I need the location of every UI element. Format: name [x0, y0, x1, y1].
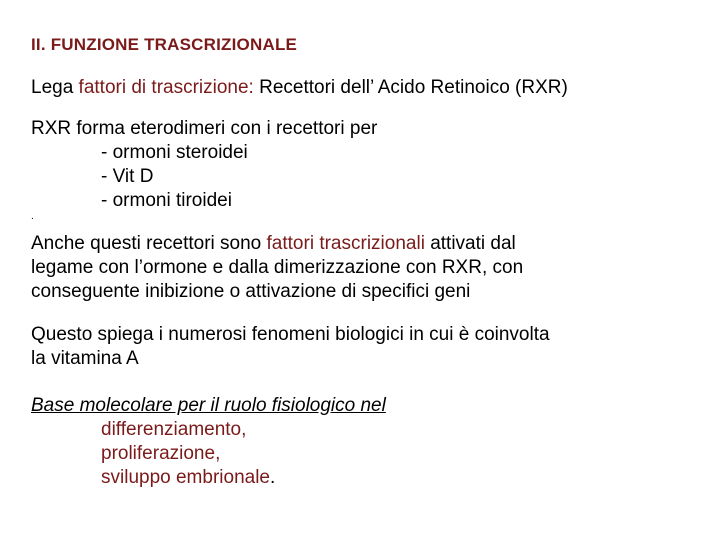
list-item: - Vit D: [101, 166, 154, 187]
end-dot: .: [270, 467, 276, 488]
list-item: differenziamento,: [101, 419, 247, 440]
text-line: [31, 232, 523, 256]
stray-dot: .: [31, 211, 34, 222]
highlight-transcriptional-factors: fattori trascrizionali: [266, 233, 425, 254]
text-span: Lega: [31, 77, 79, 98]
paragraph-biological-phenomena: [31, 323, 550, 371]
text-line: Questo spiega i numerosi fenomeni biologici in cui è coinvolta: [31, 324, 550, 345]
text-span: Anche questi recettori sono: [31, 233, 267, 254]
paragraph-molecular-basis: [31, 394, 386, 490]
text-line: la vitamina A: [31, 348, 139, 369]
list-item: - ormoni steroidei: [101, 142, 248, 163]
paragraph-binds-factors: [31, 76, 568, 100]
paragraph-rxr-heterodimers: [31, 117, 377, 213]
highlight-transcription-factors: fattori di trascrizione:: [78, 77, 260, 98]
list-item: proliferazione,: [101, 443, 221, 464]
list-item: [31, 466, 386, 490]
text-span: attivati dal: [424, 233, 516, 254]
text-span: sviluppo embrionale: [101, 467, 270, 488]
text-line: RXR forma eterodimeri con i recettori per: [31, 118, 378, 139]
slide-title: II. FUNZIONE TRASCRIZIONALE: [31, 35, 298, 54]
text-line: conseguente inibizione o attivazione di specifici geni: [31, 281, 471, 302]
molecular-basis-heading: Base molecolare per il ruolo fisiologico nel: [31, 395, 386, 416]
text-line: legame con l’ormone e dalla dimerizzazione con RXR, con: [31, 257, 524, 278]
paragraph-transcription-factors: [31, 232, 523, 304]
list-item: - ormoni tiroidei: [101, 190, 232, 211]
text-span: Recettori dell’ Acido Retinoico (RXR): [259, 77, 568, 98]
